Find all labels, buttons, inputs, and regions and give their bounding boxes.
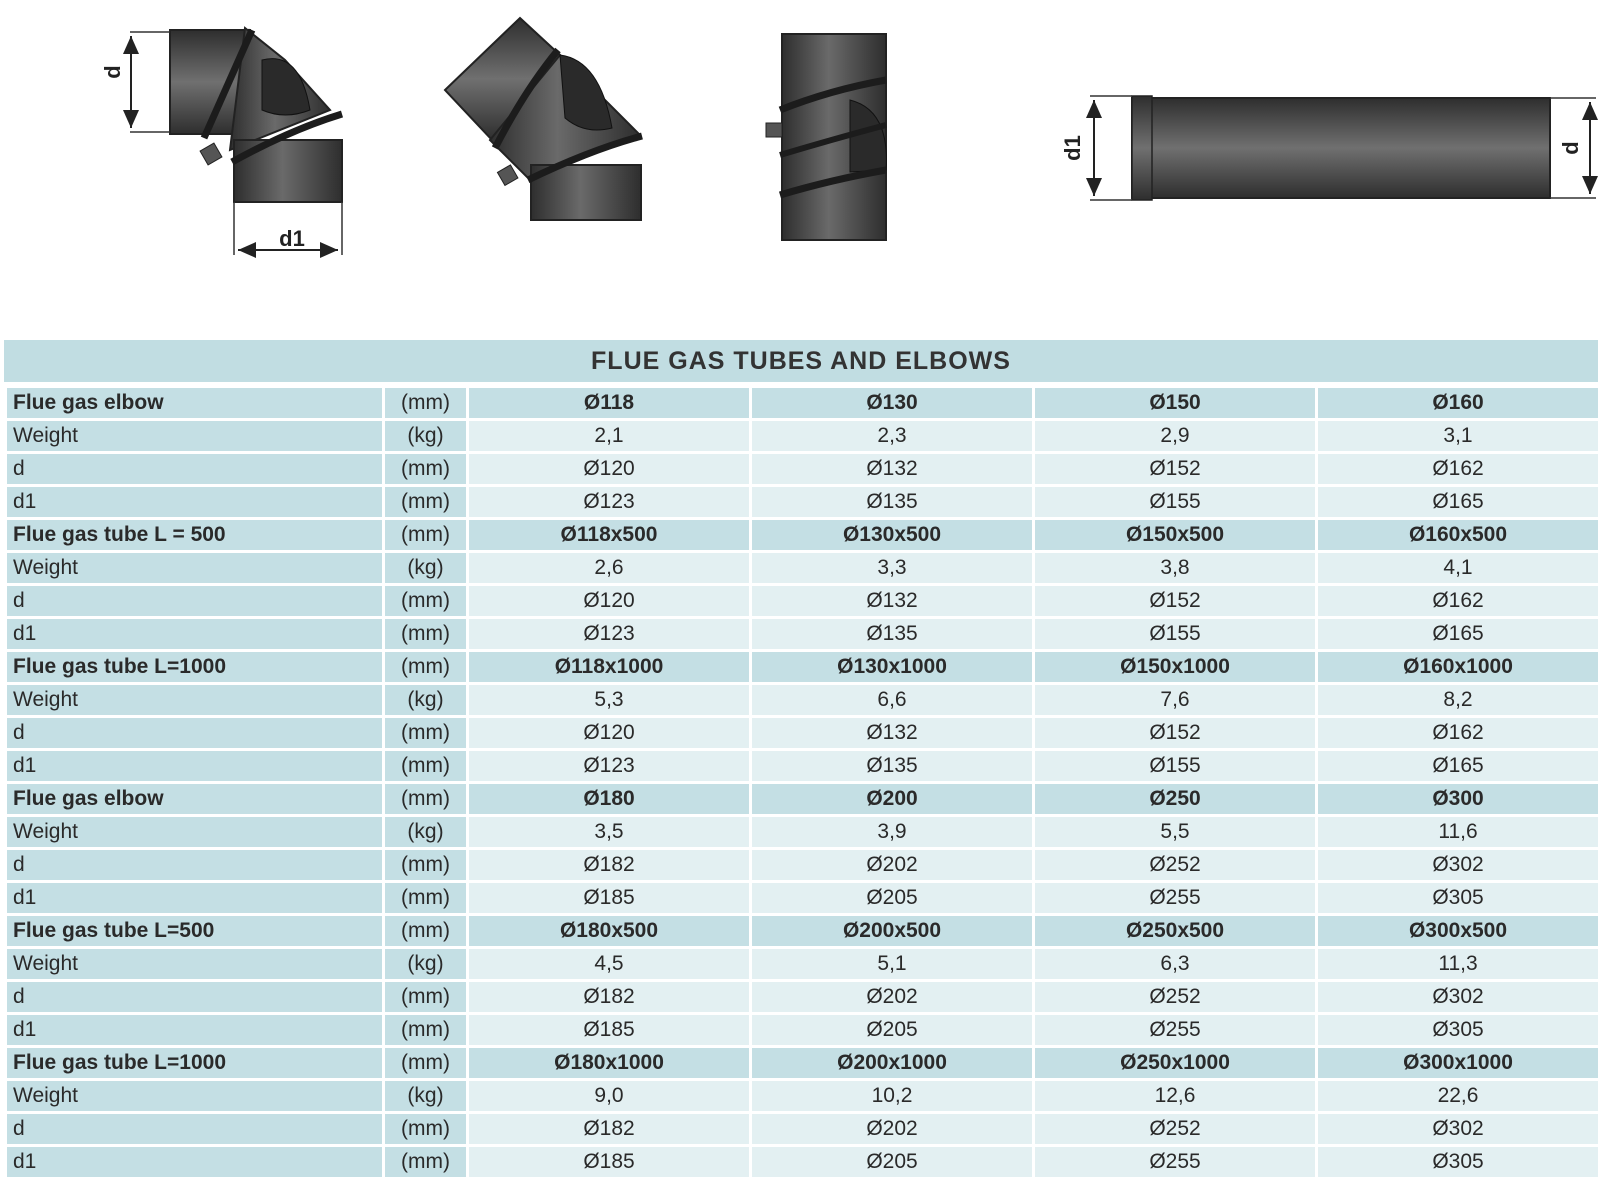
value-cell: Ø252 [1034, 1113, 1317, 1146]
value-cell: Ø300x500 [1317, 915, 1600, 948]
value-cell: Ø152 [1034, 453, 1317, 486]
value-cell: 11,3 [1317, 948, 1600, 981]
value-cell: Ø252 [1034, 981, 1317, 1014]
row-label: Flue gas tube L=1000 [6, 1047, 384, 1080]
value-cell: 10,2 [751, 1080, 1034, 1113]
tube-d1-label: d1 [1060, 135, 1085, 161]
table-row [6, 1146, 1600, 1179]
row-label: Weight [6, 1080, 384, 1113]
row-label: d1 [6, 486, 384, 519]
row-unit: (mm) [384, 981, 468, 1014]
spec-table-body [6, 387, 1600, 1179]
value-cell: Ø255 [1034, 1146, 1317, 1179]
row-label: Weight [6, 420, 384, 453]
row-label: Flue gas elbow [6, 387, 384, 420]
row-unit: (kg) [384, 816, 468, 849]
row-unit: (kg) [384, 1080, 468, 1113]
value-cell: Ø120 [468, 717, 751, 750]
value-cell: Ø118x500 [468, 519, 751, 552]
table-section-header-row [6, 651, 1600, 684]
table-row [6, 816, 1600, 849]
row-unit: (mm) [384, 585, 468, 618]
value-cell: Ø152 [1034, 585, 1317, 618]
value-cell: Ø132 [751, 453, 1034, 486]
value-cell: Ø118x1000 [468, 651, 751, 684]
row-label: Flue gas elbow [6, 783, 384, 816]
row-unit: (kg) [384, 684, 468, 717]
value-cell: Ø155 [1034, 750, 1317, 783]
value-cell: Ø302 [1317, 849, 1600, 882]
value-cell: 8,2 [1317, 684, 1600, 717]
value-cell: Ø165 [1317, 486, 1600, 519]
table-section-header-row [6, 783, 1600, 816]
value-cell: Ø165 [1317, 750, 1600, 783]
value-cell: Ø185 [468, 1146, 751, 1179]
value-cell: 22,6 [1317, 1080, 1600, 1113]
row-unit: (mm) [384, 717, 468, 750]
value-cell: 3,5 [468, 816, 751, 849]
value-cell: Ø202 [751, 1113, 1034, 1146]
row-label: Flue gas tube L=500 [6, 915, 384, 948]
value-cell: Ø185 [468, 1014, 751, 1047]
value-cell: 11,6 [1317, 816, 1600, 849]
value-cell: Ø300 [1317, 783, 1600, 816]
value-cell: Ø150x1000 [1034, 651, 1317, 684]
row-label: d [6, 981, 384, 1014]
value-cell: Ø180x1000 [468, 1047, 751, 1080]
value-cell: Ø130x1000 [751, 651, 1034, 684]
value-cell: 6,6 [751, 684, 1034, 717]
value-cell: Ø182 [468, 849, 751, 882]
value-cell: Ø200x500 [751, 915, 1034, 948]
value-cell: Ø255 [1034, 1014, 1317, 1047]
value-cell: Ø123 [468, 486, 751, 519]
value-cell: 4,5 [468, 948, 751, 981]
value-cell: Ø252 [1034, 849, 1317, 882]
value-cell: Ø150 [1034, 387, 1317, 420]
table-row [6, 1014, 1600, 1047]
value-cell: Ø162 [1317, 585, 1600, 618]
value-cell: 3,9 [751, 816, 1034, 849]
value-cell: Ø155 [1034, 618, 1317, 651]
table-row [6, 453, 1600, 486]
row-label: d1 [6, 1146, 384, 1179]
value-cell: Ø202 [751, 849, 1034, 882]
row-unit: (mm) [384, 915, 468, 948]
row-unit: (kg) [384, 552, 468, 585]
value-cell: Ø160x1000 [1317, 651, 1600, 684]
straight-tube-drawing [1060, 96, 1596, 200]
value-cell: 5,3 [468, 684, 751, 717]
value-cell: 2,1 [468, 420, 751, 453]
value-cell: Ø180x500 [468, 915, 751, 948]
elbow-d-label: d [100, 65, 125, 79]
table-row [6, 849, 1600, 882]
table-section-header-row [6, 1047, 1600, 1080]
row-unit: (mm) [384, 849, 468, 882]
value-cell: Ø180 [468, 783, 751, 816]
row-unit: (mm) [384, 387, 468, 420]
value-cell: Ø302 [1317, 1113, 1600, 1146]
value-cell: 5,5 [1034, 816, 1317, 849]
value-cell: Ø152 [1034, 717, 1317, 750]
value-cell: Ø250x500 [1034, 915, 1317, 948]
row-label: d [6, 849, 384, 882]
row-label: Weight [6, 684, 384, 717]
value-cell: Ø123 [468, 750, 751, 783]
value-cell: Ø135 [751, 618, 1034, 651]
value-cell: Ø132 [751, 585, 1034, 618]
value-cell: Ø205 [751, 1014, 1034, 1047]
drawings-svg [0, 0, 1600, 300]
value-cell: Ø165 [1317, 618, 1600, 651]
row-label: Flue gas tube L = 500 [6, 519, 384, 552]
value-cell: Ø135 [751, 750, 1034, 783]
row-unit: (mm) [384, 1014, 468, 1047]
table-row [6, 486, 1600, 519]
value-cell: 2,3 [751, 420, 1034, 453]
value-cell: 12,6 [1034, 1080, 1317, 1113]
value-cell: 3,3 [751, 552, 1034, 585]
table-section-header-row [6, 519, 1600, 552]
row-unit: (kg) [384, 948, 468, 981]
row-label: d [6, 1113, 384, 1146]
table-section-header-row [6, 915, 1600, 948]
value-cell: 3,8 [1034, 552, 1317, 585]
row-label: d1 [6, 618, 384, 651]
value-cell: Ø118 [468, 387, 751, 420]
table-row [6, 948, 1600, 981]
table-title: FLUE GAS TUBES AND ELBOWS [4, 340, 1598, 385]
value-cell: Ø182 [468, 1113, 751, 1146]
value-cell: Ø155 [1034, 486, 1317, 519]
row-label: d [6, 585, 384, 618]
value-cell: Ø150x500 [1034, 519, 1317, 552]
value-cell: 3,1 [1317, 420, 1600, 453]
value-cell: Ø255 [1034, 882, 1317, 915]
table-row [6, 1113, 1600, 1146]
value-cell: Ø120 [468, 585, 751, 618]
value-cell: 5,1 [751, 948, 1034, 981]
row-label: Weight [6, 948, 384, 981]
table-row [6, 882, 1600, 915]
row-label: d [6, 717, 384, 750]
row-unit: (mm) [384, 453, 468, 486]
row-unit: (mm) [384, 750, 468, 783]
table-row [6, 420, 1600, 453]
table-row [6, 1080, 1600, 1113]
value-cell: Ø200x1000 [751, 1047, 1034, 1080]
value-cell: Ø205 [751, 1146, 1034, 1179]
value-cell: Ø305 [1317, 1146, 1600, 1179]
row-unit: (kg) [384, 420, 468, 453]
tube-d-label: d [1558, 141, 1583, 155]
table-row [6, 552, 1600, 585]
value-cell: 9,0 [468, 1080, 751, 1113]
product-drawings [0, 0, 1600, 300]
value-cell: Ø185 [468, 882, 751, 915]
row-unit: (mm) [384, 618, 468, 651]
row-unit: (mm) [384, 1146, 468, 1179]
row-unit: (mm) [384, 486, 468, 519]
value-cell: Ø200 [751, 783, 1034, 816]
value-cell: Ø160 [1317, 387, 1600, 420]
value-cell: Ø162 [1317, 453, 1600, 486]
value-cell: Ø132 [751, 717, 1034, 750]
elbow-d1-label: d1 [279, 226, 305, 251]
row-unit: (mm) [384, 1113, 468, 1146]
value-cell: Ø205 [751, 882, 1034, 915]
value-cell: 6,3 [1034, 948, 1317, 981]
value-cell: Ø130x500 [751, 519, 1034, 552]
row-label: Weight [6, 552, 384, 585]
value-cell: 2,6 [468, 552, 751, 585]
table-row [6, 618, 1600, 651]
value-cell: 7,6 [1034, 684, 1317, 717]
table-section-header-row [6, 387, 1600, 420]
value-cell: Ø162 [1317, 717, 1600, 750]
value-cell: Ø250 [1034, 783, 1317, 816]
row-label: Flue gas tube L=1000 [6, 651, 384, 684]
table-row [6, 717, 1600, 750]
row-unit: (mm) [384, 651, 468, 684]
row-unit: (mm) [384, 519, 468, 552]
value-cell: Ø302 [1317, 981, 1600, 1014]
value-cell: Ø182 [468, 981, 751, 1014]
value-cell: 2,9 [1034, 420, 1317, 453]
elbow-45-drawing [445, 18, 642, 220]
row-unit: (mm) [384, 882, 468, 915]
spec-table-container [4, 340, 1598, 1180]
value-cell: Ø135 [751, 486, 1034, 519]
spec-table [4, 385, 1600, 1180]
row-unit: (mm) [384, 783, 468, 816]
tube-section-drawing [766, 34, 886, 240]
elbow-90-drawing [100, 28, 342, 255]
table-row [6, 585, 1600, 618]
value-cell: Ø202 [751, 981, 1034, 1014]
value-cell: Ø123 [468, 618, 751, 651]
row-unit: (mm) [384, 1047, 468, 1080]
row-label: d1 [6, 750, 384, 783]
row-label: d1 [6, 1014, 384, 1047]
table-row [6, 684, 1600, 717]
table-row [6, 981, 1600, 1014]
value-cell: Ø160x500 [1317, 519, 1600, 552]
value-cell: Ø300x1000 [1317, 1047, 1600, 1080]
value-cell: Ø305 [1317, 882, 1600, 915]
table-row [6, 750, 1600, 783]
value-cell: Ø305 [1317, 1014, 1600, 1047]
value-cell: Ø120 [468, 453, 751, 486]
row-label: d1 [6, 882, 384, 915]
value-cell: Ø130 [751, 387, 1034, 420]
row-label: Weight [6, 816, 384, 849]
row-label: d [6, 453, 384, 486]
value-cell: 4,1 [1317, 552, 1600, 585]
value-cell: Ø250x1000 [1034, 1047, 1317, 1080]
